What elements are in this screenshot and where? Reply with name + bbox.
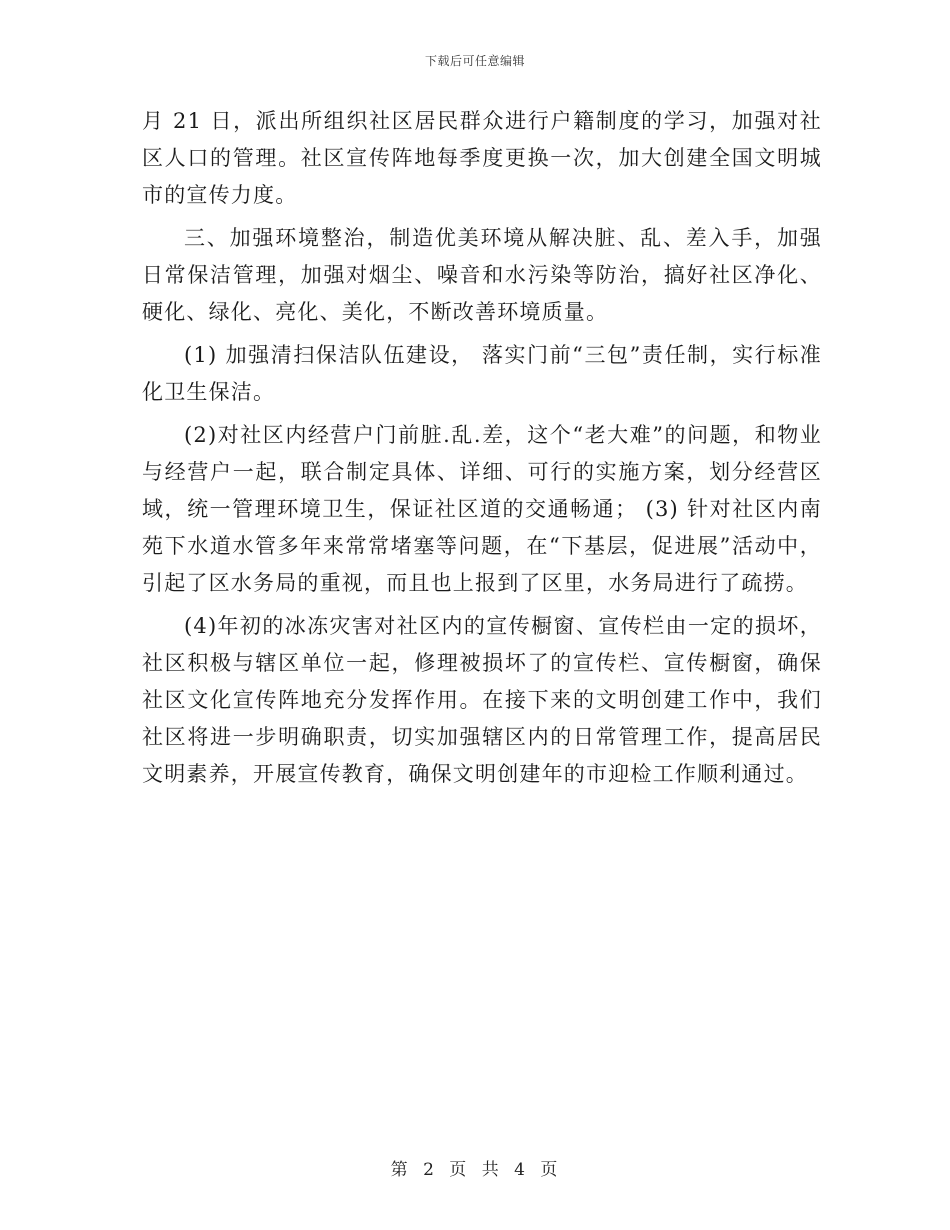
paragraph-environment: 三、加强环境整治，制造优美环境从解决脏、乱、差入手，加强日常保洁管理，加强对烟尘、噪音和水污染等防治，搞好社区净化、硬化、绿化、亮化、美化，不断改善环境质量。 (142, 226, 822, 324)
document-body (142, 103, 822, 799)
page-footer: 第 2 页 共 4 页 (390, 1160, 560, 1180)
paragraph-continuation: 月 21 日，派出所组织社区居民群众进行户籍制度的学习，加强对社区人口的管理。社区宣传阵地每季度更换一次，加大创建全国文明城市的宣传力度。 (142, 109, 822, 207)
paragraph-item-4: (4)年初的冰冻灾害对社区内的宣传橱窗、宣传栏由一定的损坏，社区积极与辖区单位一起，修理被损坏了的宣传栏、宣传橱窗，确保社区文化宣传阵地充分发挥作用。在接下来的文明创建工作中，我们社区将进一步明确职责，切实加强辖区内的日常管理工作，提高居民文明素养，开展宣传教育，确保文明创建年的市迎检工作顺利通过。 (142, 614, 822, 786)
paragraph-item-1: (1) 加强清扫保洁队伍建设， 落实门前“三包”责任制，实行标准化卫生保洁。 (142, 343, 822, 404)
paragraph-item-2-3: (2)对社区内经营户门前脏.乱.差，这个“老大难”的问题，和物业与经营户一起，联合制定具体、详细、可行的实施方案，划分经营区域，统一管理环境卫生，保证社区道的交通畅通； (3) 针对社区内南苑下水道水管多年来常常堵塞等问题，在“下基层，促进展”活动中，引起了区水务局的重视，而且也上报到了区里，水务局进行了疏捞。 (142, 423, 822, 595)
page-header: 下载后可任意编辑 (424, 54, 525, 68)
